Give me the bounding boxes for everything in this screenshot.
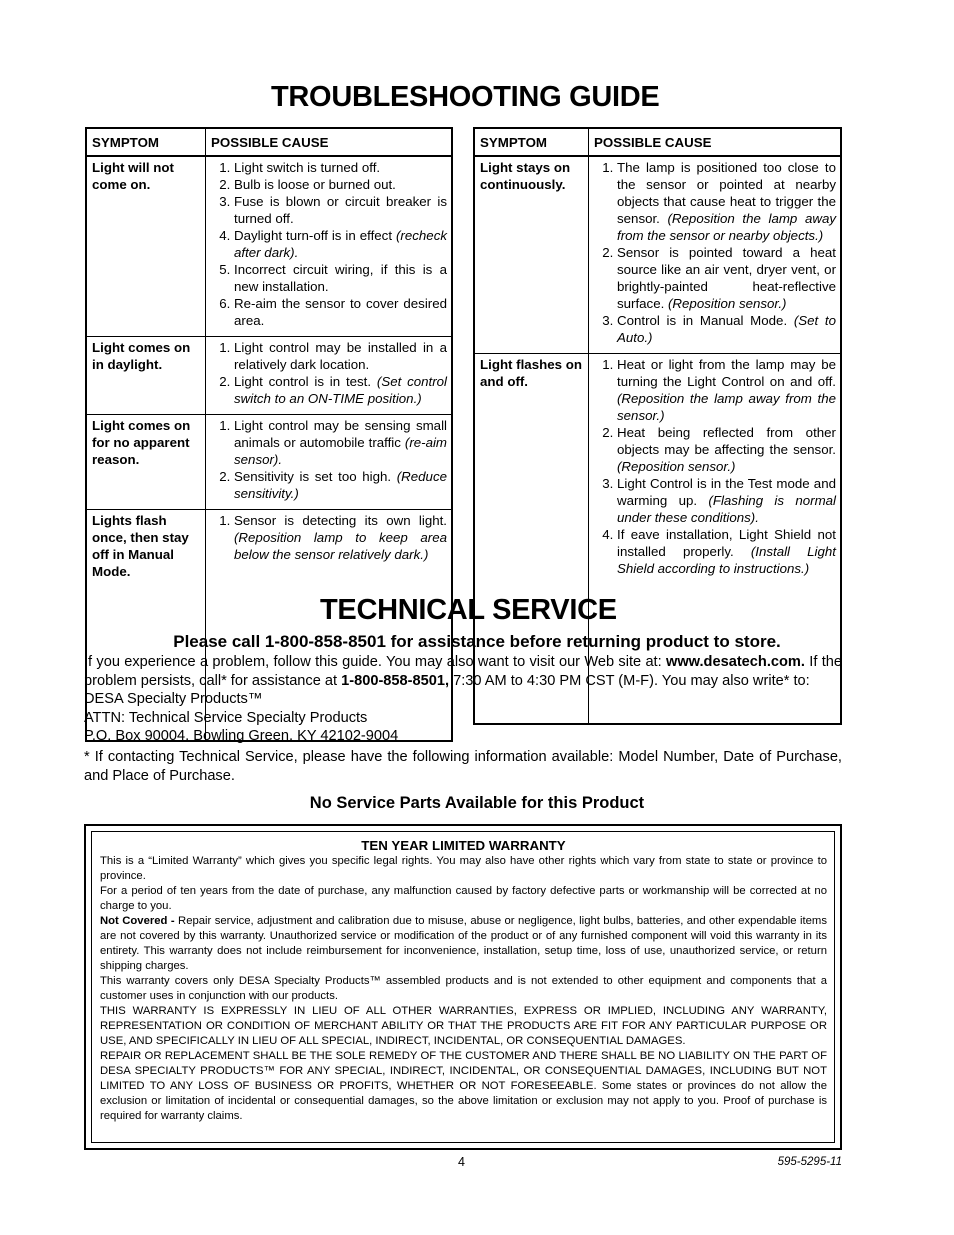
cause-item: 1. Light switch is turned off.: [234, 159, 447, 176]
page-title: TROUBLESHOOTING GUIDE: [271, 81, 660, 113]
table-row: [86, 337, 452, 415]
cause-list: [594, 159, 836, 346]
cause-note: (Reposition sensor.): [617, 459, 736, 474]
warranty-paragraph: Not Covered - Repair service, adjustment and calibration due to misuse, abuse or negligence, light bulbs, batteries, and other expendable items are not covered by this warranty. Unauthorized service or modification of the product or of any furnished component will void this warranty in its entirety. This warranty does not include reimbursement for inconvenience, installation, setup time, loss of use, unauthorized service, or return shipping charges.: [100, 915, 827, 972]
cause-note: (Reposition sensor.): [668, 296, 787, 311]
cause-item: 3. Fuse is blown or circuit breaker is turned off.: [234, 193, 447, 227]
table-row: [86, 156, 452, 337]
address-line: ATTN: Technical Service Specialty Products: [84, 709, 368, 726]
symptom-cell: Light will not come on.: [86, 156, 206, 337]
warranty-box: [84, 824, 842, 1150]
cause-item: 2. Sensitivity is set too high. (Reduce sensitivity.): [234, 468, 447, 502]
cause-list: [211, 339, 447, 407]
cause-item: 2. Sensor is pointed toward a heat source like an air vent, dryer vent, or brightly-painted heat-reflective surface. (Reposition sensor.): [617, 244, 836, 312]
phone-number: 1-800-858-8501,: [341, 672, 450, 689]
intro-paragraph: If you experience a problem, follow this guide. You may also want to visit our Web site at: www.desatech.com. If the problem persists, call* for assistance at 1-800-858-8501, 7:30 AM to 4:30 PM CST (M-F). You may also write* to:: [84, 654, 842, 689]
cause-note: (Set to Auto.): [617, 313, 837, 345]
cause-item: 4. Daylight turn-off is in effect (recheck after dark).: [234, 227, 447, 261]
section-title: TECHNICAL SERVICE: [320, 594, 617, 626]
warranty-paragraph: This is a “Limited Warranty” which gives you specific legal rights. You may also have other rights which vary from state to state or province to province.: [100, 855, 827, 882]
warranty-title: TEN YEAR LIMITED WARRANTY: [361, 838, 566, 853]
symptom-header: SYMPTOM: [86, 128, 206, 156]
cause-note: (recheck after dark).: [234, 228, 447, 260]
table-row: [86, 415, 452, 510]
symptom-cell: Light flashes on and off.: [474, 354, 589, 724]
cause-item: 2. Bulb is loose or burned out.: [234, 176, 447, 193]
cause-item: 3. Control is in Manual Mode. (Set to Auto.): [617, 312, 836, 346]
contact-note: * If contacting Technical Service, please have the following information available: Model Number, Date of Purchase, and Place of Purchase.: [84, 748, 842, 784]
no-service-parts-heading: No Service Parts Available for this Product: [309, 794, 645, 812]
cause-item: 1. Light control may be installed in a relatively dark location.: [234, 339, 447, 373]
cause-item: 4. If eave installation, Light Shield not installed properly. (Install Light Shield according to instructions.): [617, 526, 836, 577]
technical-service-body: [84, 653, 842, 785]
cause-item: 1. Sensor is detecting its own light. (Reposition lamp to keep area below the sensor relatively dark.): [234, 512, 447, 563]
cause-item: 1. Heat or light from the lamp may be turning the Light Control on and off. (Reposition the lamp away from the sensor.): [617, 356, 836, 424]
symptom-cell: Light stays on continuously.: [474, 156, 589, 354]
cause-list: [211, 159, 447, 329]
cause-list: [594, 356, 836, 577]
cause-note: (Flashing is normal under these conditions).: [617, 493, 837, 525]
cause-item: 2. Heat being reflected from other objects may be affecting the sensor. (Reposition sensor.): [617, 424, 836, 475]
phone-callout: Please call 1-800-858-8501 for assistance before returning product to store.: [173, 632, 781, 651]
cause-item: 2. Light control is in test. (Set control switch to an ON-TIME position.): [234, 373, 447, 407]
warranty-paragraph: For a period of ten years from the date of purchase, any malfunction caused by factory defective parts or workmanship will be corrected at no charge to you.: [100, 885, 827, 912]
cause-item: 6. Re-aim the sensor to cover desired area.: [234, 295, 447, 329]
cause-cell: [206, 415, 453, 510]
cause-note: (re-aim sensor).: [234, 435, 447, 467]
table-row: [474, 156, 841, 354]
cause-list: [211, 512, 447, 563]
cause-note: (Install Light Shield according to instructions.): [617, 544, 836, 576]
symptom-cell: Light comes on in daylight.: [86, 337, 206, 415]
symptom-header: SYMPTOM: [474, 128, 589, 156]
cause-note: (Set control switch to an ON-TIME position.): [234, 374, 447, 406]
warranty-paragraph: THIS WARRANTY IS EXPRESSLY IN LIEU OF ALL OTHER WARRANTIES, EXPRESS OR IMPLIED, INCLUDING ANY WARRANTY, REPRESENTATION OR CONDITION OF MERCHANT ABILITY OR THAT THE PRODUCTS ARE FIT FOR ANY PARTICULAR PURPOSE OR USE, AND SPECIFICALLY IN LIEU OF ALL SPECIAL, INDIRECT, INCIDENTAL, OR CONSEQUENTIAL DAMAGES.: [100, 1005, 827, 1047]
cause-cell: [206, 337, 453, 415]
cause-cell: [589, 156, 842, 354]
cause-note: (Reposition the lamp away from the sensor.): [617, 391, 836, 423]
cause-item: 1. The lamp is positioned too close to the sensor or pointed at nearby objects that cause heat to trigger the sensor. (Reposition the lamp away from the sensor or nearby objects.): [617, 159, 836, 244]
address-line: P.O. Box 90004, Bowling Green, KY 42102-9004: [84, 728, 399, 745]
warranty-paragraph: REPAIR OR REPLACEMENT SHALL BE THE SOLE REMEDY OF THE CUSTOMER AND THERE SHALL BE NO LIABILITY ON THE PART OF DESA SPECIALTY PRODUCTS™ FOR ANY SPECIAL, INDIRECT, INCIDENTAL, OR CONSEQUENTIAL DAMAGES, INCLUDING BUT NOT LIMITED TO ANY LOSS OF BUSINESS OR PROFITS, WHETHER OR NOT FORESEEABLE. Some states or provinces do not allow the exclusion or limitation of incidental or consequential damages, so the above limitation or exclusion may not apply to you. Proof of purchase is required for warranty claims.: [100, 1050, 827, 1122]
page-number: 4: [458, 1155, 465, 1169]
cause-header: POSSIBLE CAUSE: [589, 128, 842, 156]
cause-note: (Reposition the lamp away from the sensor or nearby objects.): [617, 211, 836, 243]
website-link[interactable]: www.desatech.com.: [665, 654, 805, 670]
cause-header: POSSIBLE CAUSE: [206, 128, 453, 156]
cause-list: [211, 417, 447, 502]
cause-item: 3. Light Control is in the Test mode and warming up. (Flashing is normal under these conditions).: [617, 475, 836, 526]
symptom-cell: Lights flash once, then stay off in Manual Mode.: [86, 510, 206, 741]
warranty-paragraph: This warranty covers only DESA Specialty Products™ assembled products and is not extended to other equipment and components that a customer uses in conjunction with our products.: [100, 975, 827, 1002]
cause-note: (Reposition lamp to keep area below the sensor relatively dark.): [234, 530, 447, 562]
cause-item: 5. Incorrect circuit wiring, if this is a new installation.: [234, 261, 447, 295]
symptom-cell: Light comes on for no apparent reason.: [86, 415, 206, 510]
cause-note: (Reduce sensitivity.): [234, 469, 447, 501]
address-line: DESA Specialty Products™: [84, 691, 263, 708]
warranty-inner-box: [91, 831, 835, 1143]
document-code: 595-5295-11: [777, 1156, 842, 1168]
cause-item: 1. Light control may be sensing small animals or automobile traffic (re-aim sensor).: [234, 417, 447, 468]
cause-cell: [206, 156, 453, 337]
